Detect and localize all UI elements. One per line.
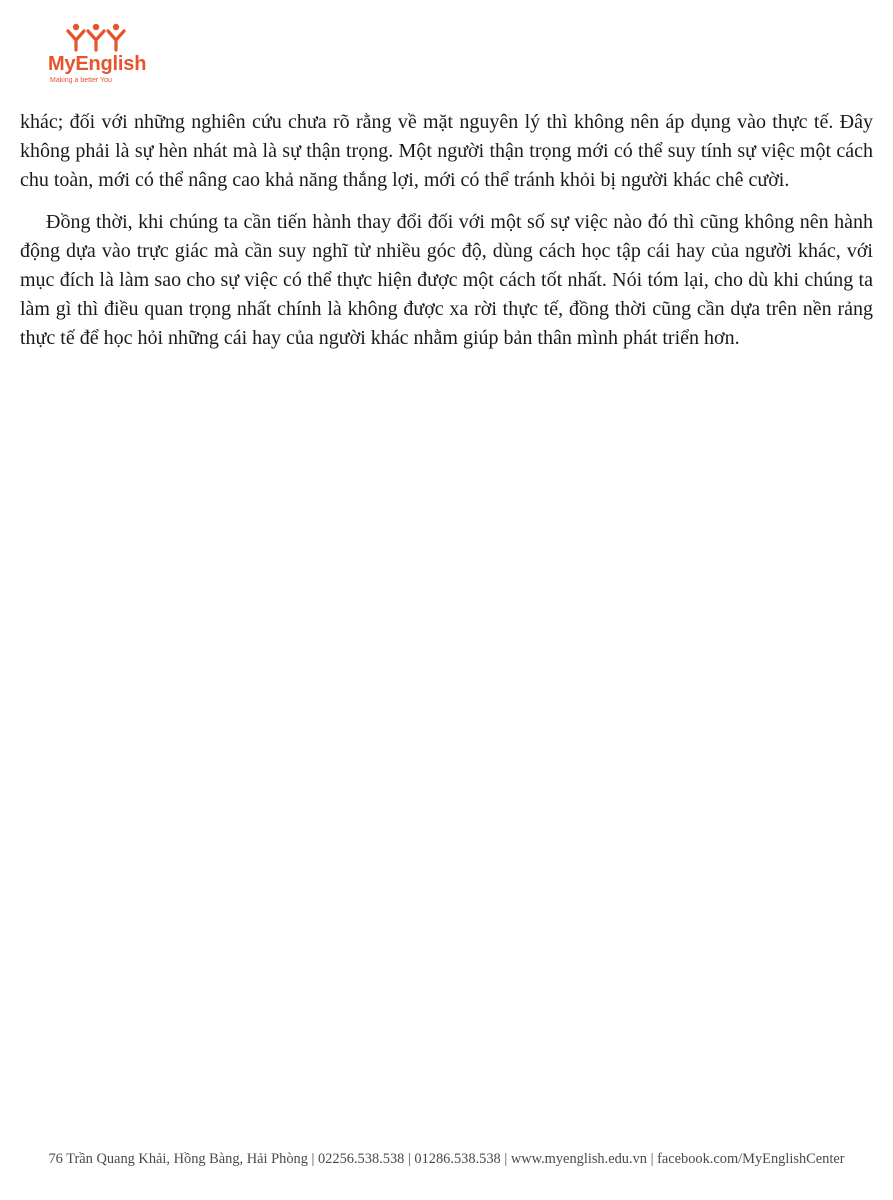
logo-tagline: Making a better You bbox=[50, 77, 112, 84]
myenglish-logo bbox=[46, 22, 156, 86]
page-footer: 76 Trần Quang Khải, Hồng Bàng, Hải Phòng | 02256.538.538 | 01286.538.538 | www.myenglish.edu.vn | facebook.com/MyEnglishCenter bbox=[48, 1151, 845, 1167]
paragraph-2: Đồng thời, khi chúng ta cần tiến hành thay đổi đối với một số sự việc nào đó thì cũng không nên hành động dựa vào trực giác mà cần suy nghĩ từ nhiều góc độ, dùng cách học tập cái hay của người khác, với mục đích là làm sao cho sự việc có thể thực hiện được một cách tốt nhất. Nói tóm lại, cho dù khi chúng ta làm gì thì điều quan trọng nhất chính là không được xa rời thực tế, đồng thời cũng cần dựa trên nền rảng thực tế để học hỏi những cái hay của người khác nhằm giúp bản thân mình phát triển hơn. bbox=[20, 211, 873, 349]
logo-brand-name: MyEnglish bbox=[48, 53, 147, 75]
logo-people-icon bbox=[66, 22, 126, 52]
paragraph-1: khác; đối với những nghiên cứu chưa rõ rằng về mặt nguyên lý thì không nên áp dụng vào thực tế. Đây không phải là sự hèn nhát mà là sự thận trọng. Một người thận trọng mới có thể suy tính sự việc một cách chu toàn, mới có thể nâng cao khả năng thắng lợi, mới có thể tránh khỏi bị người khác chê cười. bbox=[20, 111, 873, 191]
document-body bbox=[20, 108, 873, 366]
